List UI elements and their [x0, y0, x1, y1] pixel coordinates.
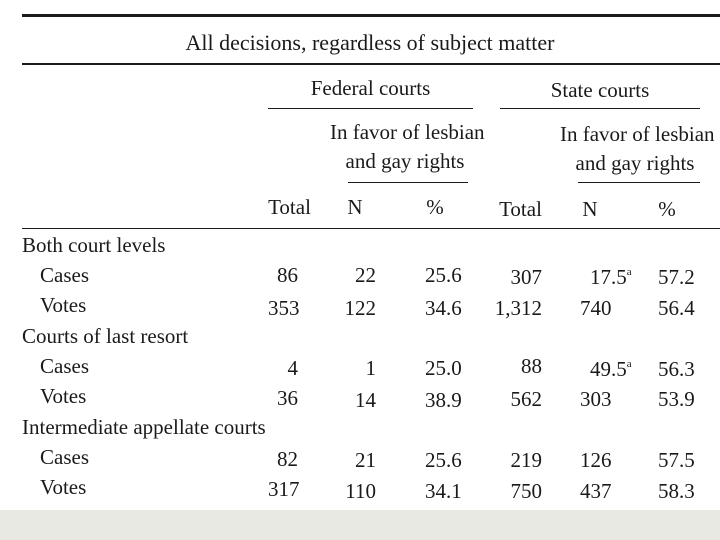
federal-pct-header: %	[426, 195, 444, 219]
cell-state-total: 219	[510, 448, 542, 472]
cell-state-n-value: 17.5	[590, 265, 627, 289]
row-label: Cases	[40, 354, 89, 378]
cell-fed-total: 82	[277, 447, 298, 471]
section-label: Both court levels	[22, 233, 166, 257]
federal-total-header: Total	[268, 195, 311, 219]
state-favor-rule	[578, 182, 700, 183]
state-group-rule	[500, 108, 700, 109]
row-label: Cases	[40, 445, 89, 469]
federal-favor-line2: and gay rights	[345, 149, 465, 173]
cell-state-total: 562	[510, 387, 542, 411]
cell-fed-total: 317	[268, 477, 300, 501]
cell-state-n	[590, 359, 632, 380]
cell-fed-n: 14	[355, 388, 376, 412]
cell-state-pct: 53.9	[658, 387, 695, 411]
state-pct-header: %	[658, 197, 676, 221]
table-title: All decisions, regardless of subject matter	[185, 30, 555, 55]
cell-state-pct: 56.3	[658, 357, 695, 381]
cell-fed-n: 21	[355, 448, 376, 472]
state-favor-line1: In favor of lesbian	[560, 122, 715, 146]
federal-n-header: N	[347, 195, 363, 219]
cell-fed-pct: 25.0	[425, 356, 462, 380]
header-rule	[22, 228, 720, 229]
cell-state-pct: 58.3	[658, 479, 695, 503]
cell-fed-pct: 38.9	[425, 388, 462, 412]
row-label: Cases	[40, 263, 89, 287]
state-courts-header: State courts	[550, 78, 650, 102]
cell-fed-n: 110	[345, 479, 376, 503]
federal-courts-header: Federal courts	[310, 76, 431, 100]
cell-fed-total: 353	[268, 296, 300, 320]
row-label: Votes	[40, 475, 87, 499]
row-label: Votes	[40, 384, 87, 408]
cell-fed-n: 22	[355, 263, 376, 287]
cell-state-pct: 57.2	[658, 265, 695, 289]
cell-fed-total: 36	[277, 386, 298, 410]
title-rule	[22, 63, 720, 65]
footnote-marker: a	[626, 266, 632, 278]
cell-fed-total: 86	[277, 263, 298, 287]
cell-state-total: 1,312	[494, 296, 542, 320]
cell-fed-pct: 34.1	[425, 479, 462, 503]
section-label: Courts of last resort	[22, 324, 189, 348]
cell-state-pct: 56.4	[658, 296, 695, 320]
cell-state-n: 740	[580, 296, 612, 320]
cell-state-n-value: 49.5	[590, 357, 627, 381]
cell-state-n	[590, 267, 632, 288]
top-rule	[22, 14, 720, 17]
cell-fed-pct: 34.6	[425, 296, 462, 320]
row-label: Votes	[40, 293, 87, 317]
federal-group-rule	[268, 108, 473, 109]
cell-state-pct: 57.5	[658, 448, 695, 472]
cell-fed-pct: 25.6	[425, 263, 462, 287]
cell-fed-n: 122	[344, 296, 376, 320]
cell-fed-n: 1	[365, 356, 376, 380]
footnote-marker: a	[626, 358, 632, 370]
state-total-header: Total	[499, 197, 542, 221]
cell-fed-pct: 25.6	[425, 448, 462, 472]
cell-state-total: 88	[521, 354, 542, 378]
state-n-header: N	[582, 197, 598, 221]
cell-state-total: 750	[510, 479, 542, 503]
cell-fed-total: 4	[287, 356, 298, 380]
federal-favor-line1: In favor of lesbian	[330, 120, 485, 144]
section-label: Intermediate appellate courts	[22, 415, 266, 439]
cell-state-n: 126	[580, 448, 612, 472]
cell-state-n: 437	[580, 479, 612, 503]
state-favor-line2: and gay rights	[575, 151, 695, 175]
federal-favor-rule	[348, 182, 468, 183]
cell-state-total: 307	[510, 265, 542, 289]
cell-state-n: 303	[580, 387, 612, 411]
